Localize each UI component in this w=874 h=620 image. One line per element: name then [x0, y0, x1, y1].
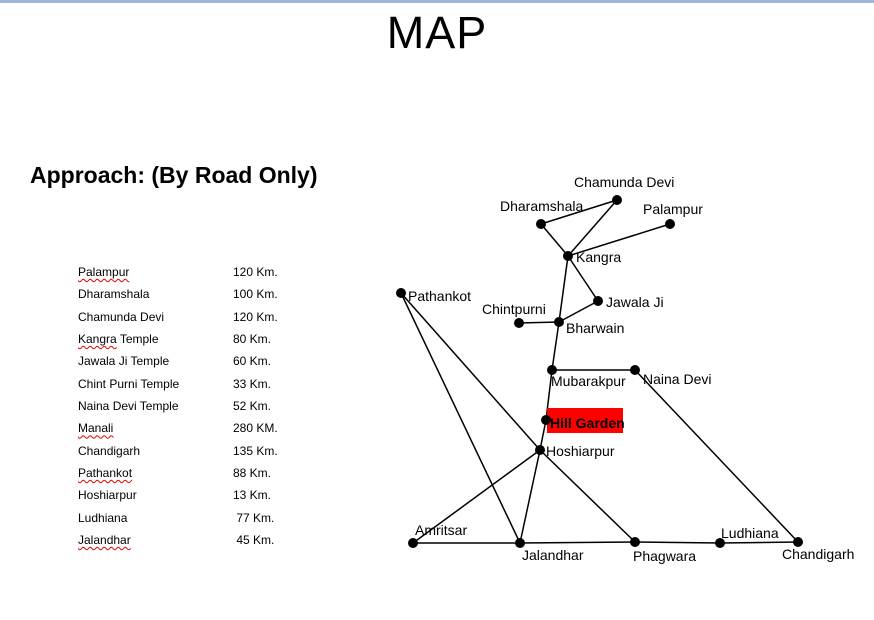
- misspelled-word: Palampur: [78, 265, 130, 280]
- place-name: Hoshiarpur: [78, 488, 137, 503]
- map-label-pathankot: Pathankot: [408, 288, 472, 304]
- map-node-jawala-ji: [593, 296, 603, 306]
- place-name: Ludhiana: [78, 510, 128, 525]
- distance-value: 120 Km.: [233, 265, 278, 280]
- map-label-chintpurni: Chintpurni: [482, 301, 546, 317]
- distance-value: 33 Km.: [233, 376, 272, 391]
- misspelled-word: Pathankot: [78, 466, 133, 481]
- map-label-ludhiana: Ludhiana: [721, 525, 779, 541]
- map-label-phagwara: Phagwara: [633, 548, 697, 564]
- road-edge-kangra-bharwain: [559, 256, 568, 322]
- map-node-amritsar: [408, 538, 418, 548]
- map-node-chamunda-devi: [612, 195, 622, 205]
- place-name: Chint Purni Temple: [78, 376, 180, 391]
- road-edge-phagwara-ludhiana: [635, 542, 720, 543]
- distance-value: 280 KM.: [233, 421, 278, 436]
- road-edge-jalandhar-phagwara: [520, 542, 635, 543]
- map-label-kangra: Kangra: [576, 249, 622, 265]
- map-node-bharwain: [554, 317, 564, 327]
- map-node-kangra: [563, 251, 573, 261]
- road-edge-jawala-ji-bharwain: [559, 301, 598, 322]
- place-name: Jawala Ji Temple: [78, 354, 170, 369]
- distance-value: 77 Km.: [233, 510, 275, 525]
- map-label-chandigarh: Chandigarh: [782, 546, 855, 562]
- place-name: Kangra Temple: [78, 332, 159, 347]
- map-node-dharamshala: [536, 219, 546, 229]
- map-node-pathankot: [396, 288, 406, 298]
- place-name: Chamunda Devi: [78, 309, 165, 324]
- map-node-naina-devi: [630, 365, 640, 375]
- road-edge-hoshiarpur-phagwara: [540, 450, 635, 542]
- misspelled-word: Manali: [78, 421, 114, 436]
- map-label-mubarakpur: Mubarakpur: [551, 373, 626, 389]
- map-node-phagwara: [630, 537, 640, 547]
- approach-heading: Approach: (By Road Only): [30, 162, 318, 188]
- distance-value: 100 Km.: [233, 287, 278, 302]
- road-edge-chintpurni-bharwain: [519, 322, 559, 323]
- distance-value: 88 Km.: [233, 466, 272, 481]
- distance-value: 60 Km.: [233, 354, 272, 369]
- map-label-hoshiarpur: Hoshiarpur: [546, 443, 615, 459]
- distance-value: 135 Km.: [233, 443, 278, 458]
- map-label-jalandhar: Jalandhar: [522, 547, 584, 563]
- map-label-dharamshala: Dharamshala: [500, 198, 584, 214]
- map-label-jawala-ji: Jawala Ji: [606, 294, 664, 310]
- map-label-amritsar: Amritsar: [415, 522, 468, 538]
- map-node-chintpurni: [514, 318, 524, 328]
- place-name: Naina Devi Temple: [78, 399, 179, 414]
- place-name: Chandigarh: [78, 443, 141, 458]
- map-label-naina-devi: Naina Devi: [643, 371, 712, 387]
- distance-value: 52 Km.: [233, 399, 272, 414]
- distance-value: 120 Km.: [233, 309, 278, 324]
- misspelled-word: Kangra: [78, 332, 117, 347]
- place-name: Dharamshala: [78, 287, 150, 302]
- page-title: MAP: [386, 7, 488, 58]
- distance-value: 80 Km.: [233, 332, 272, 347]
- road-edge-pathankot-jalandhar: [401, 293, 520, 543]
- map-node-palampur: [665, 219, 675, 229]
- map-label-palampur: Palampur: [643, 201, 703, 217]
- road-edge-ludhiana-chandigarh: [720, 542, 798, 543]
- road-edge-bharwain-mubarakpur: [552, 322, 559, 370]
- map-label-hill-garden: Hill Garden: [550, 415, 625, 431]
- distance-value: 45 Km.: [233, 533, 275, 548]
- map-node-hoshiarpur: [535, 445, 545, 455]
- road-edge-hoshiarpur-jalandhar: [520, 450, 540, 543]
- road-edge-naina-devi-chandigarh: [635, 370, 798, 542]
- misspelled-word: Jalandhar: [78, 533, 131, 548]
- road-edge-dharamshala-kangra: [541, 224, 568, 256]
- map-label-bharwain: Bharwain: [566, 320, 625, 336]
- map-label-chamunda-devi: Chamunda Devi: [574, 174, 675, 190]
- distance-value: 13 Km.: [233, 488, 272, 503]
